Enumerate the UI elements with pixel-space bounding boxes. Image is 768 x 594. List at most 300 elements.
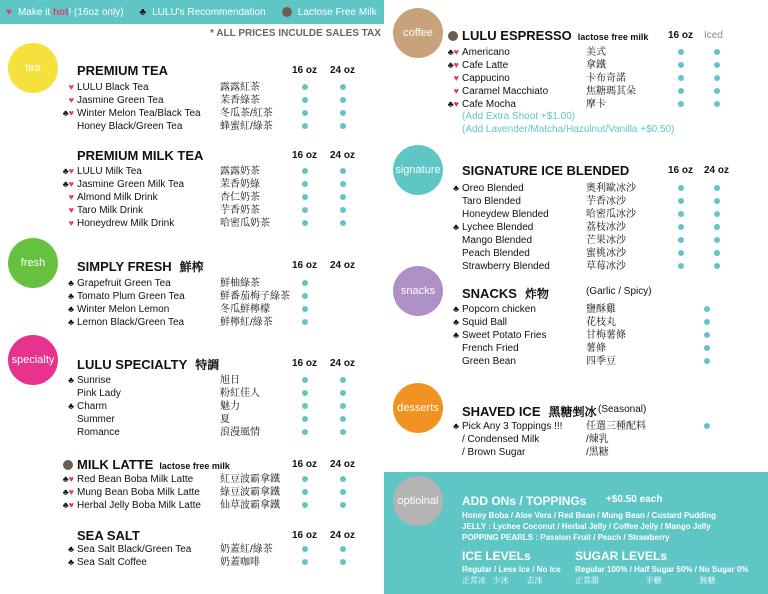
column-header-size-2: 24 oz: [330, 459, 356, 470]
item-name-zh: 鮮柚綠茶: [220, 278, 260, 289]
item-marks-icon: [52, 94, 74, 107]
item-name-zh: 美式: [586, 47, 606, 58]
item-name-zh: 鮮番茄梅子綠茶: [220, 291, 290, 302]
menu-item[interactable]: [437, 303, 536, 316]
size-available-dot: [302, 390, 308, 396]
heart-icon: ♥: [68, 82, 74, 92]
leaf-icon: ♣: [68, 401, 74, 411]
heart-icon: ♥: [68, 95, 74, 105]
item-name: Taro Milk Drink: [77, 205, 144, 216]
item-name-zh: 茉香綠茶: [220, 95, 260, 106]
size-available-dot: [302, 280, 308, 286]
menu-item[interactable]: [52, 387, 121, 400]
section-title-zh: 鮮榨: [179, 260, 204, 274]
size-available-dot: [714, 263, 720, 269]
item-marks-icon: [52, 81, 74, 94]
circle-tea: tea: [8, 43, 58, 93]
circle-signature: signature: [393, 145, 443, 195]
section-title: [448, 28, 648, 43]
size-available-dot: [714, 49, 720, 55]
item-marks-icon: [52, 165, 74, 178]
size-available-dot: [340, 220, 346, 226]
item-name: Sea Salt Coffee: [77, 557, 147, 568]
menu-item[interactable]: [52, 290, 185, 303]
menu-item[interactable]: [437, 221, 533, 234]
heart-icon: ♥: [453, 86, 459, 96]
section-title: [77, 528, 140, 543]
menu-item[interactable]: [437, 342, 519, 355]
addons-price: +$0.50 each: [606, 494, 663, 505]
menu-item[interactable]: [437, 316, 507, 329]
menu-item[interactable]: [437, 85, 548, 98]
menu-item[interactable]: [437, 446, 525, 459]
menu-item[interactable]: [52, 374, 111, 387]
size-available-dot: [678, 88, 684, 94]
item-marks-icon: [52, 400, 74, 413]
heart-icon: ♥: [68, 474, 74, 484]
item-marks-icon: [52, 277, 74, 290]
leaf-icon: ♣: [139, 6, 147, 18]
heart-icon: ♥: [6, 6, 12, 18]
size-available-dot: [678, 75, 684, 81]
leaf-icon: ♣: [68, 304, 74, 314]
menu-item[interactable]: [52, 413, 115, 426]
size-available-dot: [302, 416, 308, 422]
size-available-dot: [302, 194, 308, 200]
item-marks-icon: [52, 290, 74, 303]
item-name: Herbal Jelly Boba Milk Latte: [77, 500, 201, 511]
menu-item[interactable]: [52, 204, 143, 217]
ice-levels-title: ICE LEVELs: [462, 549, 531, 563]
item-marks-icon: [52, 191, 74, 204]
heart-icon: ♥: [68, 192, 74, 202]
section-title: [63, 457, 230, 472]
column-header-size-2: Iced: [704, 30, 723, 41]
item-name-zh: 花枝丸: [586, 317, 616, 328]
item-name-zh: 摩卡: [586, 99, 606, 110]
item-name: Americano: [462, 47, 510, 58]
size-available-dot: [704, 345, 710, 351]
size-available-dot: [714, 75, 720, 81]
item-marks-icon: [52, 217, 74, 230]
size-available-dot: [340, 403, 346, 409]
section-title-zh: 黑糖剉冰: [548, 405, 597, 419]
heart-icon: ♥: [453, 60, 459, 70]
item-marks-icon: [437, 303, 459, 316]
column-header-size-1: 16 oz: [292, 260, 318, 271]
size-available-dot: [678, 49, 684, 55]
size-available-dot: [302, 97, 308, 103]
leaf-icon: ♣: [447, 60, 454, 70]
item-marks-icon: [52, 204, 74, 217]
item-name-zh: 蜂蜜紅/綠茶: [220, 121, 273, 132]
menu-item[interactable]: [52, 94, 164, 107]
sugar-levels-title: SUGAR LEVELs: [575, 549, 668, 563]
section-title-text: SIMPLY FRESH: [77, 259, 172, 274]
item-name-zh: 四季豆: [586, 356, 616, 367]
section-note: (Seasonal): [598, 404, 647, 415]
menu-item[interactable]: [437, 98, 516, 111]
legend-recommendation: LULU's Recommendation: [152, 6, 266, 18]
column-header-size-2: 24 oz: [330, 358, 356, 369]
menu-item[interactable]: [52, 107, 201, 120]
size-available-dot: [714, 250, 720, 256]
size-available-dot: [678, 62, 684, 68]
item-name: LULU Milk Tea: [77, 166, 142, 177]
item-marks-icon: [52, 316, 74, 329]
item-marks-icon: [52, 556, 74, 569]
item-name-zh: 夏: [220, 414, 230, 425]
leaf-icon: ♣: [68, 278, 74, 288]
size-available-dot: [704, 423, 710, 429]
item-name-zh: 奶蓋紅/綠茶: [220, 544, 273, 555]
menu-item[interactable]: [52, 499, 201, 512]
item-name-zh: 旭日: [220, 375, 240, 386]
leaf-icon: ♣: [68, 291, 74, 301]
leaf-icon: ♣: [62, 500, 69, 510]
item-marks-icon: [437, 182, 459, 195]
leaf-icon: ♣: [62, 487, 69, 497]
item-name-zh: 蜜桃冰沙: [586, 248, 626, 259]
menu-item[interactable]: [437, 208, 549, 221]
menu-item[interactable]: [52, 543, 191, 556]
heart-icon: ♥: [68, 205, 74, 215]
ice-levels-en: Regular / Less Ice / No Ice: [462, 565, 561, 574]
section-subtitle: lactose free milk: [577, 32, 649, 42]
column-header-size-1: 16 oz: [292, 459, 318, 470]
size-available-dot: [704, 319, 710, 325]
column-header-size-1: 16 oz: [292, 358, 318, 369]
heart-icon: ♥: [453, 73, 459, 83]
item-name: Mung Bean Boba Milk Latte: [77, 487, 200, 498]
size-available-dot: [340, 390, 346, 396]
size-available-dot: [678, 237, 684, 243]
leaf-icon: ♣: [453, 421, 459, 431]
size-available-dot: [302, 489, 308, 495]
size-available-dot: [678, 250, 684, 256]
menu-item[interactable]: [437, 420, 562, 433]
size-available-dot: [340, 84, 346, 90]
leaf-icon: ♣: [62, 474, 69, 484]
size-available-dot: [714, 88, 720, 94]
size-available-dot: [714, 101, 720, 107]
menu-item[interactable]: [437, 260, 550, 273]
menu-item[interactable]: [437, 329, 546, 342]
column-header-size-1: 16 oz: [668, 165, 694, 176]
size-available-dot: [340, 476, 346, 482]
item-name-zh: /黑糖: [586, 447, 609, 458]
item-marks-icon: [437, 329, 459, 342]
item-name-zh: 魅力: [220, 401, 240, 412]
section-title: [77, 356, 219, 373]
ice-levels-zh: 正常冰 少冰 去冰: [462, 576, 543, 585]
section-title: [462, 403, 597, 420]
item-marks-icon: [437, 72, 459, 85]
heart-icon: ♥: [68, 218, 74, 228]
lactose-dot-icon: [448, 31, 458, 41]
size-available-dot: [340, 377, 346, 383]
item-name: Honey Black/Green Tea: [77, 121, 183, 132]
menu-item[interactable]: [52, 217, 174, 230]
section-title-text: PREMIUM MILK TEA: [77, 148, 204, 163]
column-header-size-2: 24 oz: [704, 165, 730, 176]
menu-item[interactable]: [52, 165, 142, 178]
section-title-text: LULU ESPRESSO: [462, 28, 572, 43]
leaf-icon: ♣: [68, 375, 74, 385]
item-name-zh: 哈密瓜冰沙: [586, 209, 636, 220]
item-name: Lychee Blended: [462, 222, 534, 233]
size-available-dot: [678, 263, 684, 269]
item-name-zh: 杏仁奶茶: [220, 192, 260, 203]
item-name: Cafe Mocha: [462, 99, 516, 110]
item-name-zh: 冬瓜茶/紅茶: [220, 108, 273, 119]
size-available-dot: [340, 97, 346, 103]
item-name-zh: 任選三種配料: [586, 421, 646, 432]
size-available-dot: [714, 224, 720, 230]
menu-item[interactable]: [437, 182, 524, 195]
size-available-dot: [714, 62, 720, 68]
section-title-text: SNACKS: [462, 286, 517, 301]
size-available-dot: [302, 546, 308, 552]
item-name-zh: 仙草波霸拿鐵: [220, 500, 280, 511]
leaf-icon: ♣: [68, 544, 74, 554]
item-name-zh: 露露奶茶: [220, 166, 260, 177]
size-available-dot: [302, 181, 308, 187]
size-available-dot: [340, 123, 346, 129]
item-name-zh: 芋香奶茶: [220, 205, 260, 216]
size-available-dot: [302, 476, 308, 482]
item-name: Pick Any 3 Toppings !!!: [462, 421, 563, 432]
size-available-dot: [340, 502, 346, 508]
item-name-zh: 綠豆波霸拿鐵: [220, 487, 280, 498]
item-name: Romance: [77, 427, 120, 438]
lactose-dot-icon: [282, 7, 292, 17]
item-name-zh: 薯條: [586, 343, 606, 354]
section-title: [77, 148, 203, 163]
heart-icon: ♥: [453, 99, 459, 109]
section-title: [77, 258, 204, 275]
leaf-icon: ♣: [62, 166, 69, 176]
menu-item[interactable]: [52, 400, 107, 413]
leaf-icon: ♣: [68, 317, 74, 327]
item-name: Strawberry Blended: [462, 261, 550, 272]
item-name: Almond Milk Drink: [77, 192, 158, 203]
menu-item[interactable]: [52, 178, 184, 191]
circle-snacks: snacks: [393, 266, 443, 316]
size-available-dot: [340, 168, 346, 174]
size-available-dot: [302, 502, 308, 508]
item-marks-icon: [437, 221, 459, 234]
size-available-dot: [678, 211, 684, 217]
leaf-icon: ♣: [62, 179, 69, 189]
item-marks-icon: [437, 59, 459, 72]
size-available-dot: [340, 489, 346, 495]
item-name-zh: 紅豆波霸拿鐵: [220, 474, 280, 485]
item-name: / Condensed Milk: [462, 434, 540, 445]
size-available-dot: [340, 416, 346, 422]
menu-item[interactable]: [52, 486, 200, 499]
column-header-size-1: 16 oz: [292, 65, 318, 76]
item-name: Grapefruit Green Tea: [77, 278, 171, 289]
item-name-zh: 卡布奇諾: [586, 73, 626, 84]
item-name: Pink Lady: [77, 388, 121, 399]
section-title-zh: 特調: [195, 358, 220, 372]
item-name-zh: 芋香冰沙: [586, 196, 626, 207]
item-marks-icon: [52, 374, 74, 387]
leaf-icon: ♣: [453, 317, 459, 327]
item-name: Red Bean Boba Milk Latte: [77, 474, 194, 485]
item-name-zh: 浪漫風情: [220, 427, 260, 438]
heart-icon: ♥: [68, 179, 74, 189]
menu-item[interactable]: [437, 46, 510, 59]
circle-optional: optioinal: [393, 476, 443, 526]
menu-item[interactable]: [52, 81, 149, 94]
section-title-text: SIGNATURE ICE BLENDED: [462, 163, 630, 178]
size-available-dot: [340, 181, 346, 187]
column-header-size-2: 24 oz: [330, 65, 356, 76]
size-available-dot: [340, 559, 346, 565]
menu-item[interactable]: [52, 120, 182, 133]
size-available-dot: [302, 429, 308, 435]
item-name-zh: 哈密瓜奶茶: [220, 218, 270, 229]
column-header-size-1: 16 oz: [668, 30, 694, 41]
menu-item[interactable]: [52, 303, 169, 316]
addons-line-2: JELLY : Lychee Coconut / Herbal Jelly / Coffee Jelly / Mango Jelly: [462, 522, 711, 531]
heart-icon: ♥: [68, 487, 74, 497]
item-name: / Brown Sugar: [462, 447, 526, 458]
menu-item[interactable]: [437, 234, 532, 247]
size-available-dot: [704, 358, 710, 364]
heart-icon: ♥: [68, 500, 74, 510]
size-available-dot: [302, 306, 308, 312]
item-name: Cafe Latte: [462, 60, 509, 71]
section-title-text: SEA SALT: [77, 528, 140, 543]
menu-item[interactable]: [52, 277, 171, 290]
item-name: Caramel Macchiato: [462, 86, 549, 97]
legend-hot: Make it hot! (16oz only): [17, 6, 124, 18]
leaf-icon: ♣: [447, 99, 454, 109]
item-name: Summer: [77, 414, 115, 425]
item-name-zh: 粉紅佳人: [220, 388, 260, 399]
item-name: Squid Ball: [462, 317, 508, 328]
addons-title: ADD ONs / TOPPINGs: [462, 494, 587, 508]
section-title-text: LULU SPECIALTY: [77, 357, 188, 372]
item-name: Sweet Potato Fries: [462, 330, 547, 341]
size-available-dot: [302, 220, 308, 226]
leaf-icon: ♣: [453, 330, 459, 340]
menu-item[interactable]: [52, 426, 120, 439]
size-available-dot: [714, 198, 720, 204]
size-available-dot: [714, 211, 720, 217]
menu-item[interactable]: [52, 191, 158, 204]
column-header-size-2: 24 oz: [330, 530, 356, 541]
size-available-dot: [704, 306, 710, 312]
size-available-dot: [340, 429, 346, 435]
item-name: LULU Black Tea: [77, 82, 149, 93]
menu-item[interactable]: [437, 355, 516, 368]
column-header-size-1: 16 oz: [292, 150, 318, 161]
item-name: Jasmine Green Tea: [77, 95, 164, 106]
item-marks-icon: [52, 107, 74, 120]
size-available-dot: [302, 84, 308, 90]
menu-item[interactable]: [437, 247, 530, 260]
menu-item[interactable]: [437, 433, 539, 446]
item-name: French Fried: [462, 343, 519, 354]
menu-item[interactable]: [52, 473, 193, 486]
column-header-size-2: 24 oz: [330, 260, 356, 271]
item-name: Tomato Plum Green Tea: [77, 291, 185, 302]
size-available-dot: [302, 377, 308, 383]
espresso-add-shot: (Add Extra Shoot +$1.00): [462, 111, 576, 122]
item-name: Mango Blended: [462, 235, 533, 246]
item-name: Charm: [77, 401, 108, 412]
size-available-dot: [714, 185, 720, 191]
item-name: Oreo Blended: [462, 183, 524, 194]
size-available-dot: [302, 123, 308, 129]
item-marks-icon: [437, 46, 459, 59]
column-header-size-1: 16 oz: [292, 530, 318, 541]
section-subtitle: lactose free milk: [159, 461, 230, 471]
item-name: Popcorn chicken: [462, 304, 536, 315]
item-name-zh: 鮮檸紅/綠茶: [220, 317, 273, 328]
item-marks-icon: [437, 85, 459, 98]
item-marks-icon: [52, 178, 74, 191]
menu-item[interactable]: [437, 59, 508, 72]
item-name: Winter Melon Tea/Black Tea: [77, 108, 201, 119]
item-marks-icon: [52, 499, 74, 512]
leaf-icon: ♣: [453, 183, 459, 193]
leaf-icon: ♣: [62, 108, 69, 118]
sugar-levels-en: Regular 100% / Half Sugar 50% / No Sugar 0%: [575, 565, 749, 574]
item-name: Sunrise: [77, 375, 111, 386]
leaf-icon: ♣: [453, 304, 459, 314]
size-available-dot: [704, 332, 710, 338]
size-available-dot: [678, 185, 684, 191]
size-available-dot: [302, 207, 308, 213]
circle-specialty: specialty: [8, 335, 58, 385]
section-title-text: PREMIUM TEA: [77, 63, 168, 78]
item-marks-icon: [52, 486, 74, 499]
menu-item[interactable]: [52, 556, 147, 569]
item-marks-icon: [52, 303, 74, 316]
leaf-icon: ♣: [447, 47, 454, 57]
item-name: Jasmine Green Milk Tea: [77, 179, 185, 190]
item-name-zh: 甘梅薯條: [586, 330, 626, 341]
item-name: Peach Blended: [462, 248, 530, 259]
item-name-zh: 芒果冰沙: [586, 235, 626, 246]
item-marks-icon: [437, 420, 459, 433]
item-name-zh: 茉香奶綠: [220, 179, 260, 190]
item-name-zh: 拿鐵: [586, 60, 606, 71]
section-note: (Garlic / Spicy): [586, 286, 652, 297]
menu-item[interactable]: [437, 195, 521, 208]
heart-icon: ♥: [68, 108, 74, 118]
section-title: [462, 163, 629, 178]
item-name: Honeydew Blended: [462, 209, 549, 220]
menu-item[interactable]: [52, 316, 184, 329]
circle-fresh: fresh: [8, 238, 58, 288]
item-name-zh: 露露紅茶: [220, 82, 260, 93]
section-title-text: SHAVED ICE: [462, 404, 541, 419]
heart-icon: ♥: [453, 47, 459, 57]
item-name-zh: 奶蓋咖啡: [220, 557, 260, 568]
menu-item[interactable]: [437, 72, 510, 85]
size-available-dot: [678, 101, 684, 107]
item-marks-icon: [52, 473, 74, 486]
size-available-dot: [340, 546, 346, 552]
size-available-dot: [302, 319, 308, 325]
size-available-dot: [302, 403, 308, 409]
